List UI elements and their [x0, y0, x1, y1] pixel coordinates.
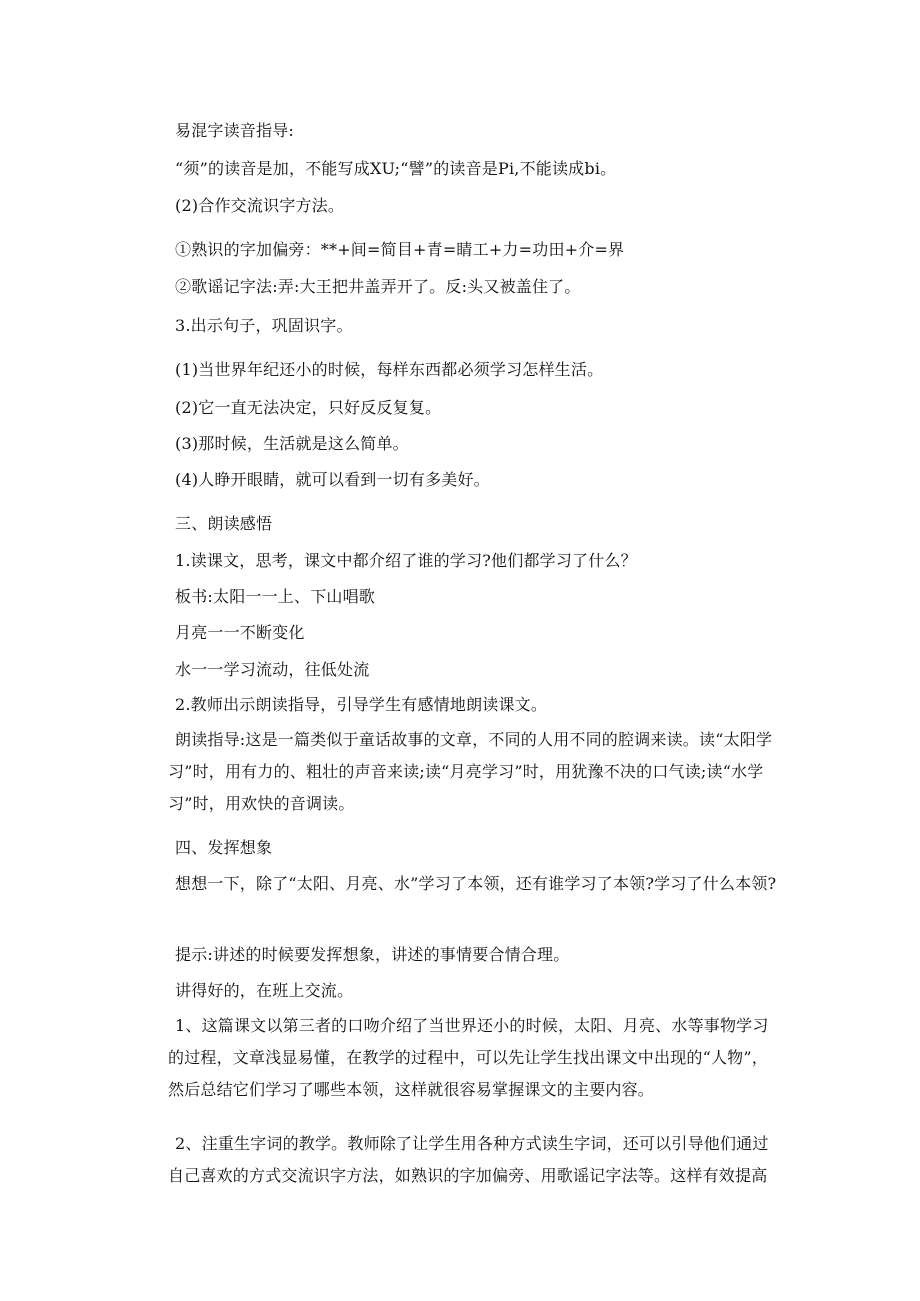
text-line-14: 月亮一一不断变化 — [175, 623, 305, 642]
paragraph-reading-guide: 朗读指导:这是一篇类似于童话故事的文章，不同的人用不同的腔调来读。读“太阳学习”时，用有力的、粗壮的声音来读;读“月亮学习”时，用犹豫不决的口气读;读“水学习”时，用欢快的音调读。 — [168, 730, 773, 813]
text-line-15: 水一一学习流动，往低处流 — [175, 660, 370, 679]
section-heading-4: 四、发挥想象 — [175, 838, 273, 857]
text-line-13: 板书:太阳一一上、下山唱歌 — [175, 587, 375, 606]
text-line-2: “须”的读音是加，不能写成XU;“譬”的读音是Pi,不能读成bi。 — [175, 159, 617, 178]
text-line-9: (3)那时候，生活就是这么简单。 — [175, 434, 409, 453]
text-line-10: (4)人睁开眼睛，就可以看到一切有多美好。 — [175, 470, 490, 489]
text-line-21: 讲得好的，在班上交流。 — [175, 981, 354, 1000]
text-line-8: (2)它一直无法决定，只好反反复复。 — [175, 398, 442, 417]
text-line-20: 提示:讲述的时候要发挥想象，讲述的事情要合情合理。 — [175, 945, 570, 964]
text-line-7: (1)当世界年纪还小的时候，每样东西都必须学习怎样生活。 — [175, 360, 604, 379]
text-line-16: 2.教师出示朗读指导，引导学生有感情地朗读课文。 — [175, 695, 548, 714]
text-line-12: 1.读课文，思考，课文中都介绍了谁的学习?他们都学习了什么？ — [175, 551, 637, 570]
text-line-3: (2)合作交流识字方法。 — [175, 196, 345, 215]
text-line-1: 易混字读音指导: — [175, 121, 294, 140]
paragraph-imagination: 想想一下，除了“太阳、月亮、水”学习了本领，还有谁学习了本领?学习了什么本领? — [175, 874, 777, 893]
section-heading-3: 三、朗读感悟 — [175, 514, 273, 533]
text-line-4: ①熟识的字加偏旁：**+间=简目+青=睛工+力=功田+介=界 — [175, 240, 625, 259]
text-line-5: ②歌谣记字法:弄:大王把井盖弄开了。反:头又被盖住了。 — [175, 277, 581, 296]
paragraph-reflection-2: 2、注重生字词的教学。教师除了让学生用各种方式读生字词，还可以引导他们通过自己喜欢的方式交流识字方法，如熟识的字加偏旁、用歌谣记字法等。这样有效提高 — [168, 1134, 769, 1185]
text-line-6: 3.出示句子，巩固识字。 — [175, 316, 353, 335]
paragraph-reflection-1: 1、这篇课文以第三者的口吻介绍了当世界还小的时候，太阳、月亮、水等事物学习的过程，文章浅显易懂，在教学的过程中，可以先让学生找出课文中出现的“人物”，然后总结它们学习了哪些本领，这样就很容易掌握课文的主要内容。 — [168, 1016, 769, 1099]
